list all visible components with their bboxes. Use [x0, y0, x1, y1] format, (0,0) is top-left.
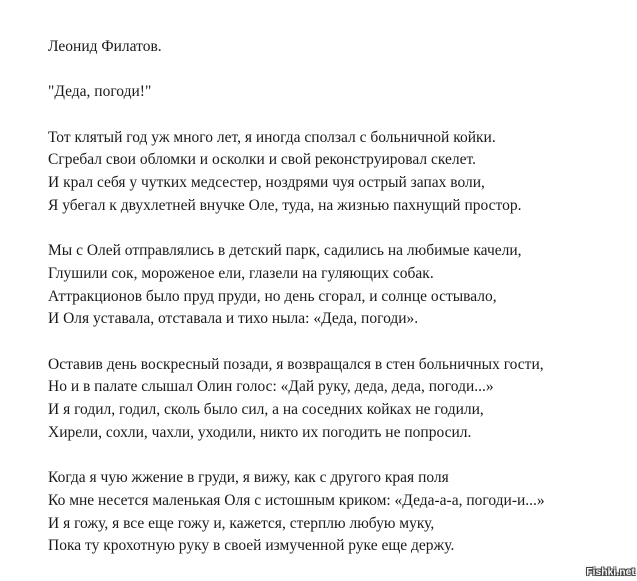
poem-line: И я гожу, я все еще гожу и, кажется, стерплю любую муку,	[48, 514, 435, 532]
poem-line: Хирели, сохли, чахли, уходили, никто их погодить не попросил.	[48, 423, 472, 441]
poem-author: Леонид Филатов.	[48, 38, 162, 55]
poem-line: Тот клятый год уж много лет, я иногда сползал с больничной койки.	[48, 128, 496, 146]
spacer	[48, 104, 633, 127]
poem-line: Но и в палате слышал Олин голос: «Дай руку, деда, деда, погоди...»	[48, 378, 494, 396]
spacer	[48, 331, 633, 354]
spacer	[48, 445, 633, 468]
poem-document	[48, 36, 633, 558]
poem-line: Мы с Олей отправлялись в детский парк, садились на любимые качели,	[48, 242, 522, 260]
spacer	[48, 218, 633, 241]
poem-line: И крал себя у чутких медсестер, ноздрями чуя острый запах воли,	[48, 174, 485, 192]
poem-line: Глушили сок, мороженое ели, глазели на гуляющих собак.	[48, 264, 434, 282]
fishki-watermark: Fishki.net	[586, 567, 635, 578]
poem-line: Я убегал к двухлетней внучке Оле, туда, на жизнью пахнущий простор.	[48, 196, 522, 214]
spacer	[48, 59, 633, 82]
poem-line: И я годил, годил, сколь было сил, а на соседних койках не годили,	[48, 401, 484, 419]
poem-line: Сгребал свои обломки и осколки и свой реконструировал скелет.	[48, 151, 476, 169]
stanza-2	[48, 240, 633, 331]
stanza-1	[48, 127, 633, 218]
poem-line: Пока ту крохотную руку в своей измученной руке еще держу.	[48, 537, 455, 555]
poem-line: Аттракционов было пруд пруди, но день сгорал, и солнце остывало,	[48, 287, 497, 305]
poem-line: Когда я чую жжение в груди, я вижу, как с другого края поля	[48, 469, 449, 487]
poem-line: Ко мне несется маленькая Оля с истошным криком: «Деда-а-а, погоди-и...»	[48, 491, 545, 509]
stanza-3	[48, 354, 633, 445]
stanza-4	[48, 467, 633, 558]
poem-line: И Оля уставала, отставала и тихо ныла: «Деда, погоди».	[48, 310, 419, 328]
poem-title: "Деда, погоди!"	[48, 83, 152, 101]
poem-line: Оставив день воскресный позади, я возвращался в стен больничных гости,	[48, 355, 544, 373]
